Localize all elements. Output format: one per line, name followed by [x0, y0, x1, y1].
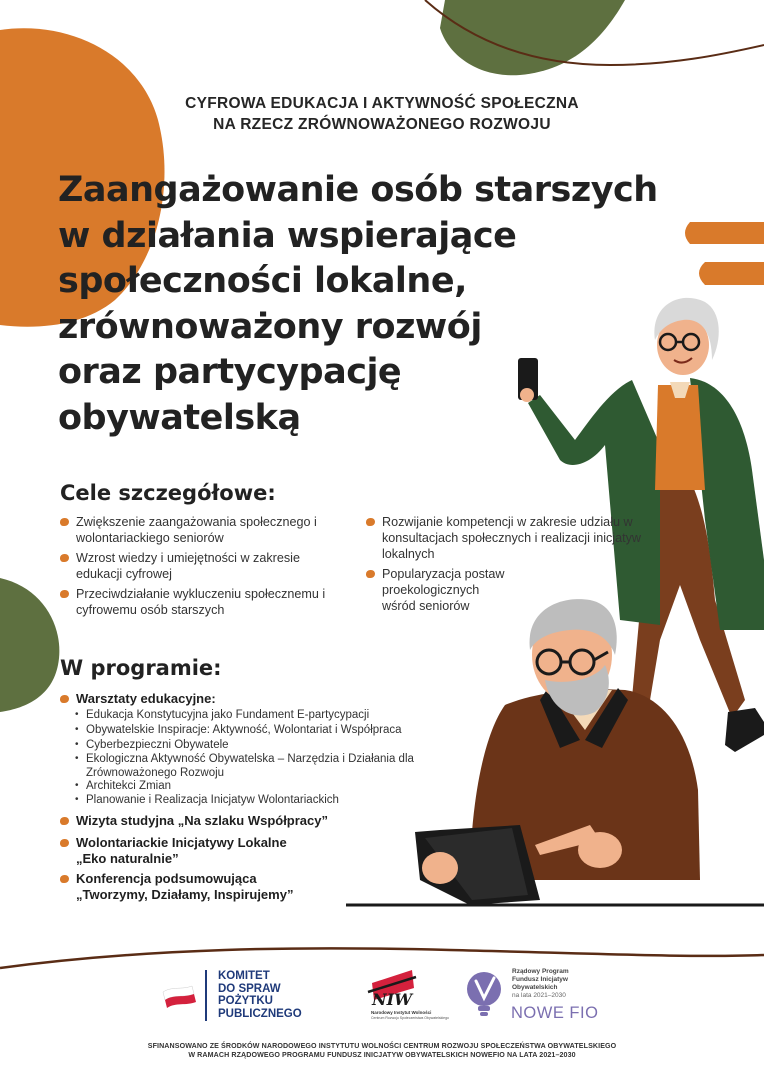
- program-item-label: Wolontariackie Inicjatywy Lokalne: [76, 835, 287, 850]
- fio-logo-name: NOWE FIO: [511, 1004, 599, 1022]
- goal-item: [366, 514, 662, 562]
- main-title-line: zrównoważony rozwój: [58, 306, 482, 347]
- program-item-workshops: [60, 691, 216, 707]
- program-heading: W programie:: [60, 656, 222, 680]
- komitet-logo-text: [218, 970, 302, 1020]
- orange-bullet-icon: [60, 554, 69, 562]
- komitet-logo-line: DO SPRAW: [218, 982, 281, 995]
- main-title-line: oraz partycypację: [58, 352, 402, 392]
- header-line-2: NA RZECZ ZRÓWNOWAŻONEGO ROZWOJU: [213, 116, 551, 133]
- footer-line-1: SFINANSOWANO ZE ŚRODKÓW NARODOWEGO INSTYTUTU WOLNOŚCI CENTRUM ROZWOJU SPOŁECZEŃSTWA OBYWATELSKIEGO: [147, 1042, 617, 1050]
- goal-item: [60, 550, 341, 582]
- fio-program-line: Rządowy Program: [512, 968, 569, 975]
- orange-bullet-icon: [60, 695, 69, 703]
- goal-item: [60, 514, 366, 546]
- komitet-logo-line: KOMITET: [218, 970, 270, 982]
- program-item-conference: [60, 871, 293, 903]
- orange-bullet-icon: [366, 570, 375, 578]
- workshop-item: • Edukacja Konstytucyjna jako Fundament E-partycypacji: [75, 708, 446, 722]
- fio-years: na lata 2021–2030: [512, 992, 566, 999]
- niw-logo-text: NIW: [372, 990, 413, 1009]
- header-line-1: CYFROWA EDUKACJA I AKTYWNOŚĆ SPOŁECZNA: [185, 95, 579, 112]
- niw-caption: Narodowy Instytut Wolności: [371, 1010, 432, 1015]
- fio-program-line: Fundusz Inicjatyw: [512, 976, 568, 983]
- niw-sub-caption: Centrum Rozwoju Społeczeństwa Obywatelskiego: [371, 1016, 450, 1020]
- orange-bullet-icon: [60, 518, 69, 526]
- goal-item: [60, 586, 376, 618]
- fio-program-line: Obywatelskich: [512, 984, 558, 991]
- goal-text: Rozwijanie kompetencji w zakresie udziału w konsultacjach społecznych i realizacji inicjatyw lokalnych: [382, 515, 641, 561]
- main-title: [58, 168, 708, 441]
- goal-text: Wzrost wiedzy i umiejętności w zakresie edukacji cyfrowej: [76, 551, 300, 581]
- goal-text: Zwiększenie zaangażowania społecznego i wolontariackiego seniorów: [76, 515, 317, 545]
- program-item-label: Wizyta studyjna „Na szlaku Współpracy”: [76, 813, 329, 828]
- program-item-label: „Tworzymy, Działamy, Inspirujemy”: [76, 887, 294, 902]
- program-item-visit: [60, 813, 328, 829]
- goal-text: Popularyzacja postaw proekologicznych wśród seniorów: [382, 567, 505, 613]
- orange-bullet-icon: [60, 590, 69, 598]
- main-title-line: w działania wspierające: [58, 215, 517, 256]
- workshop-item: • Planowanie i Realizacja Inicjatyw Wolontariackich: [75, 793, 446, 807]
- goals-heading: Cele szczegółowe:: [60, 481, 276, 505]
- komitet-flag-logo: [163, 986, 196, 1008]
- workshop-item: • Ekologiczna Aktywność Obywatelska – Narzędzia i Działania dla Zrównoważonego Rozwoju: [75, 752, 431, 780]
- program-item-label: Warsztaty edukacyjne:: [76, 691, 216, 706]
- orange-bullet-icon: [60, 839, 69, 847]
- orange-bullet-icon: [60, 875, 69, 883]
- komitet-logo-line: PUBLICZNEGO: [218, 1007, 302, 1020]
- footer-line-2: W RAMACH RZĄDOWEGO PROGRAMU FUNDUSZ INICJATYW OBYWATELSKICH NOWEFIO NA LATA 2021–2030: [188, 1051, 576, 1059]
- program-item-initiatives: [60, 835, 287, 867]
- orange-bar-shape: [699, 262, 764, 285]
- program-item-label: Konferencja podsumowująca: [76, 871, 257, 886]
- orange-bullet-icon: [366, 518, 375, 526]
- fio-bulb-logo: [467, 972, 501, 1016]
- workshop-item: • Cyberbezpieczni Obywatele: [75, 738, 446, 752]
- goal-item: [366, 566, 512, 614]
- workshop-item: • Architekci Zmian: [75, 779, 446, 793]
- komitet-logo-line: POŻYTKU: [218, 995, 273, 1007]
- program-item-label: „Eko naturalnie”: [76, 851, 179, 866]
- main-title-line: Zaangażowanie osób starszych: [58, 170, 658, 210]
- olive-halfcircle-shape: [0, 578, 59, 712]
- fio-program-text: [512, 968, 569, 1000]
- main-title-line: społeczności lokalne,: [58, 261, 467, 301]
- main-title-line: obywatelską: [58, 397, 301, 438]
- workshop-item: • Obywatelskie Inspiracje: Aktywność, Wolontariat i Współpraca: [75, 723, 446, 737]
- goal-text: Przeciwdziałanie wykluczeniu społecznemu i cyfrowemu osób starszych: [76, 587, 326, 617]
- orange-bullet-icon: [60, 817, 69, 825]
- separator-curve-line: [0, 948, 764, 968]
